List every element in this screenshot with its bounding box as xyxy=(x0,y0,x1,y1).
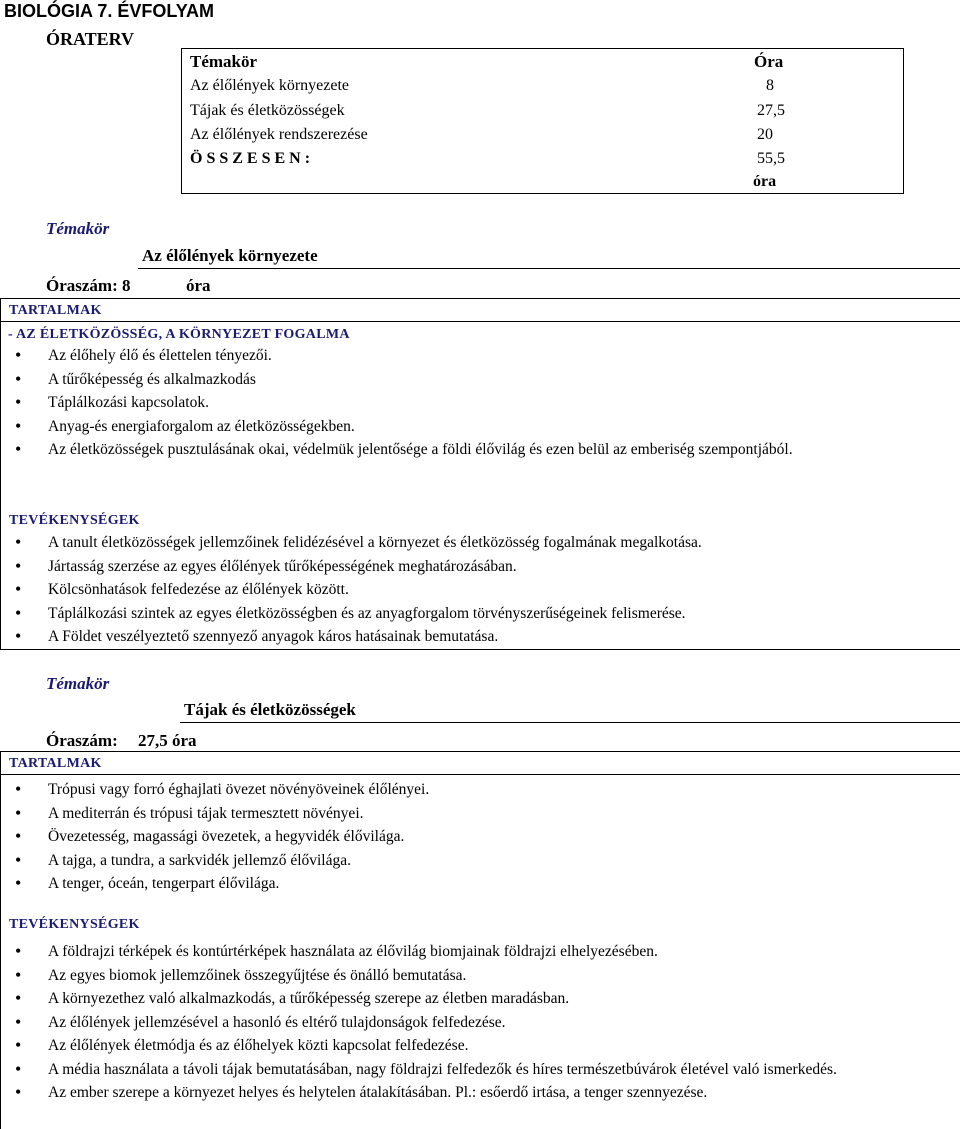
list-item: • Az élőlények jellemzésével a hasonló és eltérő tulajdonságok felfedezése. xyxy=(1,1011,948,1035)
list-item: • Táplálkozási kapcsolatok. xyxy=(1,391,948,415)
section1-activity-label: TEVÉKENYSÉGEK xyxy=(9,513,140,528)
list-item: • A tűrőképesség és alkalmazkodás xyxy=(1,368,948,392)
overview-total-label: Ö S S Z E S E N : xyxy=(190,150,311,167)
list-item: • Trópusi vagy forró éghajlati övezet növényöveinek élőlényei. xyxy=(1,778,429,802)
topic-underline xyxy=(180,722,960,723)
overview-row-hours: 20 xyxy=(757,126,773,143)
section2-topic-label: Témakör xyxy=(46,674,110,693)
section1-box xyxy=(0,298,960,650)
overview-row-topic: Az élőlények környezete xyxy=(190,77,350,94)
list-item: • Kölcsönhatások felfedezése az élőlények között. xyxy=(1,578,702,602)
list-item: • A mediterrán és trópusi tájak termesztett növényei. xyxy=(1,802,429,826)
list-item: • Az ember szerepe a környezet helyes és helytelen átalakításában. Pl.: esőerdő irtása, a tenger szennyezése. xyxy=(1,1081,948,1105)
section1-activity-list xyxy=(1,531,702,649)
overview-row-hours: 27,5 xyxy=(757,102,785,119)
list-item: • Az egyes biomok jellemzőinek összegyűjtése és önálló bemutatása. xyxy=(1,964,948,988)
overview-row-hours: 8 xyxy=(766,77,774,94)
divider xyxy=(1,321,960,322)
section2-hours-value: 27,5 óra xyxy=(138,731,197,750)
section1-topic-label: Témakör xyxy=(46,219,110,238)
divider xyxy=(1,774,960,775)
list-item: • Az életközösségek pusztulásának okai, védelmük jelentősége a földi élővilág és ezen belül az emberiség szempontjából. xyxy=(1,438,948,462)
overview-row-topic: Az élőlények rendszerezése xyxy=(190,126,368,143)
list-item: • A tanult életközösségek jellemzőinek felidézésével a környezet és életközösség fogalmának megalkotása. xyxy=(1,531,702,555)
list-item: • Jártasság szerzése az egyes élőlények tűrőképességének meghatározásában. xyxy=(1,555,702,579)
document-subtitle: ÓRATERV xyxy=(46,29,135,49)
overview-total-hours: 55,5 xyxy=(757,150,785,167)
section1-hours-unit: óra xyxy=(186,276,211,295)
section2-content-label: TARTALMAK xyxy=(9,756,102,771)
list-item: • A média használata a távoli tájak bemutatásában, nagy földrajzi felfedezők és híres természetbúvárok életével való ismerkedés. xyxy=(1,1058,948,1082)
list-item: • A tenger, óceán, tengerpart élővilága. xyxy=(1,872,429,896)
section1-content-label: TARTALMAK xyxy=(9,303,102,318)
section1-content-list xyxy=(1,344,948,462)
list-item: • Az élőlények életmódja és az élőhelyek közti kapcsolat felfedezése. xyxy=(1,1034,948,1058)
section2-box xyxy=(0,751,960,1129)
document-title: BIOLÓGIA 7. ÉVFOLYAM xyxy=(4,1,215,21)
section2-topic-title: Tájak és életközösségek xyxy=(184,700,356,719)
overview-col-topic: Témakör xyxy=(190,52,258,71)
topic-underline xyxy=(138,268,960,269)
list-item: • A földrajzi térképek és kontúrtérképek használata az élővilág biomjainak földrajzi elhelyezésében. xyxy=(1,940,948,964)
overview-table xyxy=(181,48,904,194)
list-item: • A Földet veszélyeztető szennyező anyagok káros hatásainak bemutatása. xyxy=(1,625,702,649)
section1-subheading: - AZ ÉLETKÖZÖSSÉG, A KÖRNYEZET FOGALMA xyxy=(8,327,350,342)
list-item: • Anyag-és energiaforgalom az életközösségekben. xyxy=(1,415,948,439)
section2-activity-label: TEVÉKENYSÉGEK xyxy=(9,917,140,932)
list-item: • A környezethez való alkalmazkodás, a tűrőképesség szerepe az életben maradásban. xyxy=(1,987,948,1011)
overview-row-topic: Tájak és életközösségek xyxy=(190,102,345,119)
section1-hours-label: Óraszám: 8 xyxy=(46,276,131,295)
section2-hours-label: Óraszám: xyxy=(46,731,118,750)
list-item: • A tajga, a tundra, a sarkvidék jellemző élővilága. xyxy=(1,849,429,873)
list-item: • Táplálkozási szintek az egyes életközösségben és az anyagforgalom törvényszerűségeinek felismerése. xyxy=(1,602,702,626)
list-item: • Övezetesség, magassági övezetek, a hegyvidék élővilága. xyxy=(1,825,429,849)
overview-total-unit: óra xyxy=(753,173,777,190)
section2-activity-list xyxy=(1,940,948,1105)
section2-content-list xyxy=(1,778,429,896)
section1-topic-title: Az élőlények környezete xyxy=(142,246,318,265)
list-item: • Az élőhely élő és élettelen tényezői. xyxy=(1,344,948,368)
overview-col-hours: Óra xyxy=(754,52,784,71)
